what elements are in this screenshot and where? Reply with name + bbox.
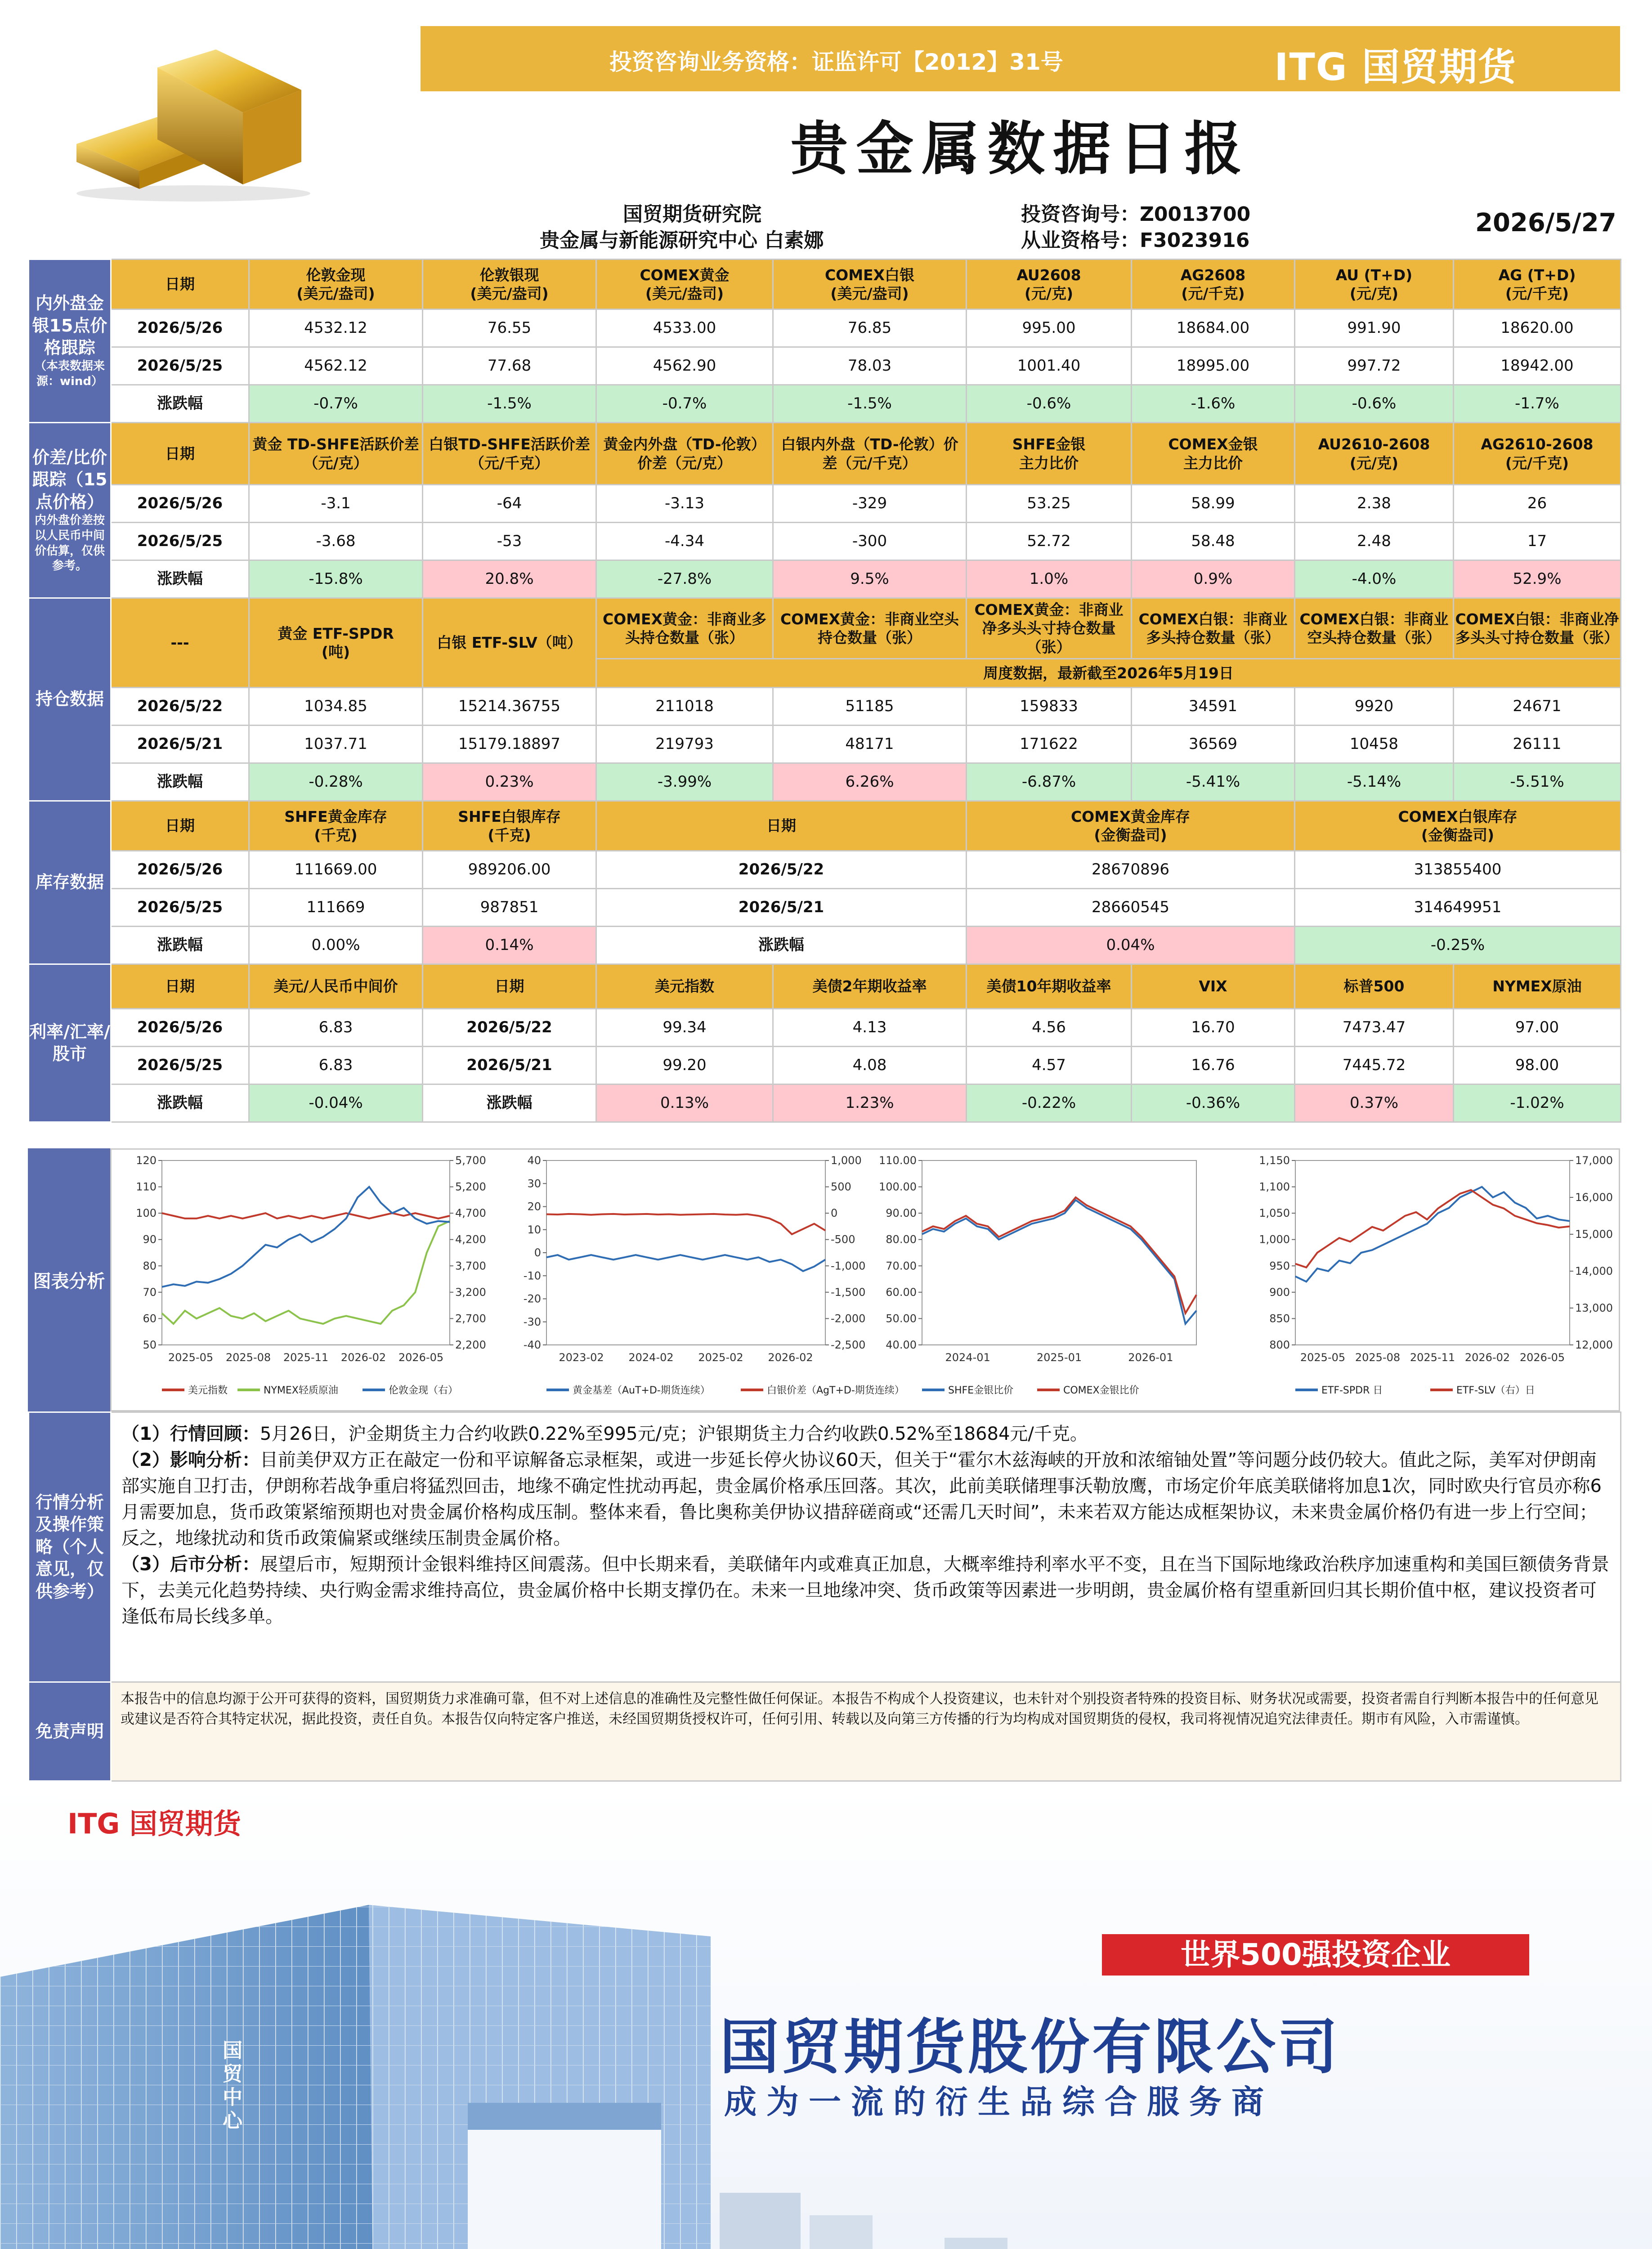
change-cell: -0.7% bbox=[596, 385, 773, 423]
y-right-tick-label: 4,700 bbox=[455, 1207, 486, 1220]
s1-header: 伦敦银现 (美元/盎司) bbox=[423, 260, 596, 309]
table-cell: 211018 bbox=[596, 688, 773, 726]
s3-header: COMEX黄金：非商业空头持仓数量（张） bbox=[773, 598, 967, 659]
s3-header: --- bbox=[111, 598, 249, 688]
table-cell: 51185 bbox=[773, 688, 967, 726]
table-cell: 7473.47 bbox=[1295, 1009, 1454, 1047]
table-cell: 219793 bbox=[596, 726, 773, 763]
section1-note: （本表数据来源：wind） bbox=[34, 359, 105, 389]
s3-header: COMEX黄金：非商业净多头头寸持仓数量（张） bbox=[967, 598, 1132, 659]
table-cell: -53 bbox=[423, 523, 596, 560]
y-left-tick-label: 90 bbox=[143, 1233, 157, 1246]
change-cell: -3.99% bbox=[596, 763, 773, 801]
table-cell: 34591 bbox=[1132, 688, 1295, 726]
change-cell: -1.02% bbox=[1454, 1084, 1621, 1122]
s2-header: COMEX金银 主力比价 bbox=[1132, 423, 1295, 485]
table-cell: 2026/5/22 bbox=[423, 1009, 596, 1047]
table-cell: 24671 bbox=[1454, 688, 1621, 726]
y-left-tick-label: 60 bbox=[143, 1312, 157, 1325]
x-tick-label: 2025-08 bbox=[1355, 1351, 1401, 1364]
chart-etf-holdings bbox=[1248, 1151, 1617, 1408]
s2-header: 白银TD-SHFE活跃价差（元/千克） bbox=[423, 423, 596, 485]
s4-header: COMEX黄金库存 (金衡盎司) bbox=[967, 801, 1295, 851]
table-cell: 111669 bbox=[249, 889, 423, 927]
s5-header: 日期 bbox=[423, 964, 596, 1009]
s3-header: COMEX白银：非商业净多头头寸持仓数量（张） bbox=[1454, 598, 1621, 659]
y-left-tick-label: -30 bbox=[523, 1315, 541, 1328]
table-cell: 4.57 bbox=[967, 1047, 1132, 1084]
y-right-tick-label: 500 bbox=[831, 1180, 851, 1193]
header-bar bbox=[421, 26, 1620, 91]
s4-header: SHFE白银库存 (千克) bbox=[423, 801, 596, 851]
table-cell: 4.13 bbox=[773, 1009, 967, 1047]
y-left-tick-label: 80 bbox=[143, 1259, 157, 1272]
x-tick-label: 2024-02 bbox=[628, 1351, 674, 1364]
y-right-tick-label: 2,700 bbox=[455, 1312, 486, 1325]
s1-header: 日期 bbox=[111, 260, 249, 309]
table-cell: 997.72 bbox=[1295, 347, 1454, 385]
y-left-tick-label: -10 bbox=[523, 1269, 541, 1282]
section4-side: 库存数据 bbox=[29, 801, 111, 964]
data-table bbox=[28, 259, 1621, 1123]
x-tick-label: 2025-05 bbox=[1300, 1351, 1346, 1364]
y-right-tick-label: 15,000 bbox=[1575, 1228, 1613, 1241]
y-right-tick-label: 14,000 bbox=[1575, 1265, 1613, 1277]
table-cell: 9920 bbox=[1295, 688, 1454, 726]
brand-logo: ITG 国贸期货 bbox=[1274, 45, 1517, 89]
x-tick-label: 2025-11 bbox=[1410, 1351, 1455, 1364]
change-cell: -15.8% bbox=[249, 560, 423, 598]
s5-header: 日期 bbox=[111, 964, 249, 1009]
disclaimer-text: 本报告中的信息均源于公开可获得的资料，国贸期货力求准确可靠，但不对上述信息的准确性及完整性做任何保证。本报告不构成个人投资建议，也未针对个别投资者特殊的投资目标、财务状况或需要，投资者需自行判断本报告中的任何意见或建议是否符合其特定状况，据此投资，责任自负。本报告仅向特定客户推送，未经国贸期货授权许可，任何引用、转载以及向第三方传播的行为均构成对国贸期货的侵权，我司将视情况追究法律责任。期市有风险，入市需谨慎。 bbox=[111, 1682, 1621, 1781]
change-cell: -6.87% bbox=[967, 763, 1132, 801]
change-cell: -0.36% bbox=[1132, 1084, 1295, 1122]
s1-header: AU (T+D) (元/克) bbox=[1295, 260, 1454, 309]
x-tick-label: 2026-02 bbox=[768, 1351, 813, 1364]
table-cell: -64 bbox=[423, 485, 596, 523]
s5-header: 美元/人民币中间价 bbox=[249, 964, 423, 1009]
y-left-tick-label: 110.00 bbox=[879, 1154, 917, 1167]
table-cell: 2026/5/22 bbox=[596, 851, 967, 889]
table-cell: 48171 bbox=[773, 726, 967, 763]
s1-header: 伦敦金现 (美元/盎司) bbox=[249, 260, 423, 309]
legend-label: 白银价差（AgT+D-期货连续） bbox=[767, 1385, 904, 1396]
s4-header: 日期 bbox=[596, 801, 967, 851]
y-right-tick-label: 2,200 bbox=[455, 1339, 486, 1351]
table-cell: 58.48 bbox=[1132, 523, 1295, 560]
y-right-tick-label: 5,200 bbox=[455, 1180, 486, 1193]
s1-header: AG (T+D) (元/千克) bbox=[1454, 260, 1621, 309]
table-cell: 18942.00 bbox=[1454, 347, 1621, 385]
change-cell: -0.6% bbox=[1295, 385, 1454, 423]
table-cell: 987851 bbox=[423, 889, 596, 927]
s3-header: COMEX白银：非商业空头持仓数量（张） bbox=[1295, 598, 1454, 659]
change-label: 涨跌幅 bbox=[111, 763, 249, 801]
table-cell: 2026/5/26 bbox=[111, 1009, 249, 1047]
y-left-tick-label: 1,050 bbox=[1259, 1207, 1290, 1220]
y-right-tick-label: 5,700 bbox=[455, 1154, 486, 1167]
x-tick-label: 2025-11 bbox=[283, 1351, 329, 1364]
table-cell: 78.03 bbox=[773, 347, 967, 385]
banner-logo: ITG 国贸期货 bbox=[67, 1807, 241, 1840]
y-left-tick-label: 0 bbox=[534, 1246, 541, 1259]
y-right-tick-label: 3,200 bbox=[455, 1286, 486, 1299]
table-cell: 17 bbox=[1454, 523, 1621, 560]
y-left-tick-label: 70 bbox=[143, 1286, 157, 1299]
dept-author: 贵金属与新能源研究中心 白素娜 bbox=[540, 229, 824, 252]
y-right-tick-label: 0 bbox=[831, 1207, 838, 1220]
table-cell: 2026/5/26 bbox=[111, 851, 249, 889]
change-cell: -0.6% bbox=[967, 385, 1132, 423]
table-cell: 6.83 bbox=[249, 1009, 423, 1047]
table-cell: 99.34 bbox=[596, 1009, 773, 1047]
table-cell: 1034.85 bbox=[249, 688, 423, 726]
change-label: 涨跌幅 bbox=[111, 560, 249, 598]
table-cell: 995.00 bbox=[967, 309, 1132, 347]
table-cell: 36569 bbox=[1132, 726, 1295, 763]
y-left-tick-label: 950 bbox=[1269, 1259, 1290, 1272]
table-cell: -3.68 bbox=[249, 523, 423, 560]
consult-number: 投资咨询号：Z0013700 bbox=[1021, 203, 1251, 226]
change-cell: 6.26% bbox=[773, 763, 967, 801]
section2-note: 内外盘价差按以人民币中间价估算，仅供参考。 bbox=[34, 513, 105, 573]
table-cell: 15214.36755 bbox=[423, 688, 596, 726]
table-cell: 77.68 bbox=[423, 347, 596, 385]
s3-header: 白银 ETF-SLV（吨） bbox=[423, 598, 596, 688]
y-left-tick-label: 110 bbox=[136, 1180, 157, 1193]
legend-label: ETF-SPDR 日 bbox=[1321, 1385, 1383, 1396]
y-left-tick-label: 850 bbox=[1269, 1312, 1290, 1325]
legend-label: SHFE金银比价 bbox=[948, 1385, 1014, 1396]
y-right-tick-label: -2,000 bbox=[831, 1312, 866, 1325]
x-tick-label: 2026-05 bbox=[1519, 1351, 1565, 1364]
s2-header: 日期 bbox=[111, 423, 249, 485]
change-cell: -4.0% bbox=[1295, 560, 1454, 598]
section1-side bbox=[29, 260, 111, 423]
y-left-tick-label: 30 bbox=[527, 1177, 541, 1190]
y-left-tick-label: 50 bbox=[143, 1339, 157, 1351]
change-cell: 1.0% bbox=[967, 560, 1132, 598]
table-cell: 171622 bbox=[967, 726, 1132, 763]
table-cell: 4562.12 bbox=[249, 347, 423, 385]
change-cell: 0.04% bbox=[967, 927, 1295, 964]
change-label: 涨跌幅 bbox=[111, 385, 249, 423]
table-cell: -329 bbox=[773, 485, 967, 523]
s5-header: NYMEX原油 bbox=[1454, 964, 1621, 1009]
x-tick-label: 2025-01 bbox=[1036, 1351, 1082, 1364]
table-cell: 2.38 bbox=[1295, 485, 1454, 523]
s4-header: 日期 bbox=[111, 801, 249, 851]
y-right-tick-label: -2,500 bbox=[831, 1339, 866, 1351]
y-left-tick-label: 40.00 bbox=[886, 1339, 917, 1351]
qualification-number: 从业资格号：F3023916 bbox=[1021, 229, 1250, 252]
s2-header: 黄金 TD-SHFE活跃价差（元/克） bbox=[249, 423, 423, 485]
change-label: 涨跌幅 bbox=[596, 927, 967, 964]
s3-header: COMEX白银：非商业多头持仓数量（张） bbox=[1132, 598, 1295, 659]
table-cell: 989206.00 bbox=[423, 851, 596, 889]
p2-text: 目前美伊双方正在敲定一份和平谅解备忘录框架，或进一步延长停火协议60天，但关于“霍尔木兹海峡的开放和浓缩铀处置”等问题分歧仍较大。值此之际，美军对伊朗南部实施自卫打击，伊朗称若战争重启将猛烈回击，地缘不确定性扰动再起，贵金属价格承压回落。其次，此前美联储理事沃勒放鹰，市场定价年底美联储将加息1次，同时欧央行官员亦称6月需要加息，货币政策紧缩预期也对贵金属价格构成压制。整体来看，鲁比奥称美伊协议措辞磋商或“还需几天时间”，未来若双方能达成框架协议，未来贵金属价格仍有进一步上行空间；反之，地缘扰动和货币政策偏紧或继续压制贵金属价格。 bbox=[121, 1450, 1602, 1549]
table-cell: 1037.71 bbox=[249, 726, 423, 763]
y-left-tick-label: 120 bbox=[136, 1154, 157, 1167]
change-cell: -27.8% bbox=[596, 560, 773, 598]
chart-gold-usd-oil bbox=[115, 1151, 497, 1408]
table-cell: 4562.90 bbox=[596, 347, 773, 385]
table-cell: 314649951 bbox=[1295, 889, 1621, 927]
table-cell: -4.34 bbox=[596, 523, 773, 560]
table-cell: 16.70 bbox=[1132, 1009, 1295, 1047]
y-right-tick-label: 17,000 bbox=[1575, 1154, 1613, 1167]
x-tick-label: 2026-02 bbox=[1464, 1351, 1510, 1364]
table-cell: 10458 bbox=[1295, 726, 1454, 763]
table-cell: 53.25 bbox=[967, 485, 1132, 523]
s1-header: COMEX白银 (美元/盎司) bbox=[773, 260, 967, 309]
y-right-tick-label: 13,000 bbox=[1575, 1302, 1613, 1314]
table-cell: 7445.72 bbox=[1295, 1047, 1454, 1084]
s5-header: 美元指数 bbox=[596, 964, 773, 1009]
analysis-p1 bbox=[121, 1421, 1610, 1447]
weekly-note: 周度数据，最新截至2026年5月19日 bbox=[596, 659, 1621, 688]
change-cell: 52.9% bbox=[1454, 560, 1621, 598]
s5-header: 标普500 bbox=[1295, 964, 1454, 1009]
table-cell: 111669.00 bbox=[249, 851, 423, 889]
legend-label: 伦敦金现（右） bbox=[389, 1385, 458, 1396]
table-cell: 28670896 bbox=[967, 851, 1295, 889]
section2-side bbox=[29, 423, 111, 598]
y-left-tick-label: 1,100 bbox=[1259, 1180, 1290, 1193]
analysis-side: 行情分析及操作策略（个人意见，仅供参考） bbox=[29, 1412, 111, 1682]
y-left-tick-label: 1,150 bbox=[1259, 1154, 1290, 1167]
y-right-tick-label: 1,000 bbox=[831, 1154, 862, 1167]
s2-header: SHFE金银 主力比价 bbox=[967, 423, 1132, 485]
section2-title: 价差/比价跟踪（15点价格） bbox=[32, 447, 107, 512]
y-left-tick-label: -20 bbox=[523, 1292, 541, 1305]
analysis-table bbox=[28, 1411, 1621, 1782]
table-cell: 26 bbox=[1454, 485, 1621, 523]
x-tick-label: 2026-02 bbox=[340, 1351, 386, 1364]
legend-label: COMEX金银比价 bbox=[1063, 1385, 1139, 1396]
p2-label: （2）影响分析： bbox=[121, 1450, 260, 1470]
change-cell: 0.37% bbox=[1295, 1084, 1454, 1122]
org-name: 国贸期货研究院 bbox=[623, 203, 761, 226]
legend-label: ETF-SLV（右）日 bbox=[1456, 1385, 1535, 1396]
table-cell: -3.13 bbox=[596, 485, 773, 523]
section5-side: 利率/汇率/股市 bbox=[29, 964, 111, 1122]
s5-header: 美债2年期收益率 bbox=[773, 964, 967, 1009]
table-cell: 4.56 bbox=[967, 1009, 1132, 1047]
y-left-tick-label: -40 bbox=[523, 1339, 541, 1351]
x-tick-label: 2026-05 bbox=[398, 1351, 444, 1364]
s3-header: COMEX黄金：非商业多头持仓数量（张） bbox=[596, 598, 773, 659]
plot-area bbox=[1295, 1160, 1570, 1345]
table-cell: 2026/5/25 bbox=[111, 347, 249, 385]
s5-header: VIX bbox=[1132, 964, 1295, 1009]
table-cell: -300 bbox=[773, 523, 967, 560]
y-left-tick-label: 800 bbox=[1269, 1339, 1290, 1351]
license-text: 投资咨询业务资格：证监许可【2012】31号 bbox=[609, 49, 1063, 75]
x-tick-label: 2025-05 bbox=[168, 1351, 214, 1364]
charts-side: 图表分析 bbox=[28, 1148, 110, 1411]
change-cell: 0.9% bbox=[1132, 560, 1295, 598]
y-right-tick-label: 12,000 bbox=[1575, 1339, 1613, 1351]
change-cell: -0.7% bbox=[249, 385, 423, 423]
table-cell: 2026/5/21 bbox=[596, 889, 967, 927]
company-banner bbox=[0, 1788, 1652, 2249]
table-cell: 98.00 bbox=[1454, 1047, 1621, 1084]
table-cell: 76.55 bbox=[423, 309, 596, 347]
y-right-tick-label: -1,000 bbox=[831, 1259, 866, 1272]
table-cell: 991.90 bbox=[1295, 309, 1454, 347]
building-sign: 国贸中心 bbox=[219, 2040, 242, 2133]
p1-label: （1）行情回顾： bbox=[121, 1424, 260, 1444]
s1-header: AU2608 (元/克) bbox=[967, 260, 1132, 309]
disclaimer-side: 免责声明 bbox=[29, 1682, 111, 1781]
table-cell: 6.83 bbox=[249, 1047, 423, 1084]
table-cell: 2026/5/25 bbox=[111, 1047, 249, 1084]
s5-header: 美债10年期收益率 bbox=[967, 964, 1132, 1009]
change-cell: -1.5% bbox=[773, 385, 967, 423]
table-cell: 2026/5/21 bbox=[423, 1047, 596, 1084]
analysis-p2 bbox=[121, 1447, 1610, 1551]
table-cell: 52.72 bbox=[967, 523, 1132, 560]
x-tick-label: 2025-08 bbox=[225, 1351, 271, 1364]
table-cell: 2026/5/25 bbox=[111, 889, 249, 927]
y-left-tick-label: 80.00 bbox=[886, 1233, 917, 1246]
s1-header: COMEX黄金 (美元/盎司) bbox=[596, 260, 773, 309]
table-cell: 97.00 bbox=[1454, 1009, 1621, 1047]
table-cell: 16.76 bbox=[1132, 1047, 1295, 1084]
gold-bars-image bbox=[67, 49, 319, 202]
change-cell: 0.14% bbox=[423, 927, 596, 964]
change-cell: -0.22% bbox=[967, 1084, 1132, 1122]
s2-header: AU2610-2608 (元/克) bbox=[1295, 423, 1454, 485]
change-cell: 0.13% bbox=[596, 1084, 773, 1122]
y-left-tick-label: 20 bbox=[527, 1200, 541, 1213]
table-cell: 2026/5/22 bbox=[111, 688, 249, 726]
table-cell: 1001.40 bbox=[967, 347, 1132, 385]
y-left-tick-label: 1,000 bbox=[1259, 1233, 1290, 1246]
table-cell: 4532.12 bbox=[249, 309, 423, 347]
change-cell: -0.28% bbox=[249, 763, 423, 801]
y-left-tick-label: 10 bbox=[527, 1223, 541, 1236]
change-cell: 0.00% bbox=[249, 927, 423, 964]
table-cell: 313855400 bbox=[1295, 851, 1621, 889]
table-cell: 15179.18897 bbox=[423, 726, 596, 763]
p3-label: （3）后市分析： bbox=[121, 1554, 260, 1575]
y-right-tick-label: 4,200 bbox=[455, 1233, 486, 1246]
table-cell: 2.48 bbox=[1295, 523, 1454, 560]
change-cell: -0.04% bbox=[249, 1084, 423, 1122]
s1-header: AG2608 (元/千克) bbox=[1132, 260, 1295, 309]
y-left-tick-label: 60.00 bbox=[886, 1286, 917, 1299]
change-cell: 9.5% bbox=[773, 560, 967, 598]
legend-label: 美元指数 bbox=[188, 1385, 228, 1396]
legend-label: NYMEX轻质原油 bbox=[264, 1385, 338, 1396]
plot-area bbox=[546, 1160, 825, 1345]
change-cell: -1.5% bbox=[423, 385, 596, 423]
x-tick-label: 2026-01 bbox=[1128, 1351, 1173, 1364]
y-left-tick-label: 40 bbox=[527, 1154, 541, 1167]
analysis-text bbox=[111, 1412, 1621, 1682]
s3-header: 黄金 ETF-SPDR (吨) bbox=[249, 598, 423, 688]
table-cell: 159833 bbox=[967, 688, 1132, 726]
table-cell: 76.85 bbox=[773, 309, 967, 347]
change-cell: -1.6% bbox=[1132, 385, 1295, 423]
s4-header: SHFE黄金库存 (千克) bbox=[249, 801, 423, 851]
table-cell: 4533.00 bbox=[596, 309, 773, 347]
table-cell: 18995.00 bbox=[1132, 347, 1295, 385]
y-right-tick-label: -1,500 bbox=[831, 1286, 866, 1299]
table-cell: 2026/5/25 bbox=[111, 523, 249, 560]
legend-label: 黄金基差（AuT+D-期货连续） bbox=[573, 1385, 710, 1396]
table-cell: -3.1 bbox=[249, 485, 423, 523]
banner-tag: 世界500强投资企业 bbox=[1102, 1934, 1529, 1976]
y-left-tick-label: 50.00 bbox=[886, 1312, 917, 1325]
change-cell: -5.41% bbox=[1132, 763, 1295, 801]
analysis-p3 bbox=[121, 1551, 1610, 1630]
table-cell: 58.99 bbox=[1132, 485, 1295, 523]
chart-gold-silver-ratio bbox=[875, 1151, 1244, 1408]
y-left-tick-label: 100 bbox=[136, 1207, 157, 1220]
change-cell: 0.23% bbox=[423, 763, 596, 801]
y-right-tick-label: -500 bbox=[831, 1233, 855, 1246]
p1-text: 5月26日，沪金期货主力合约收跌0.22%至995元/克；沪银期货主力合约收跌0.52%至18684元/千克。 bbox=[260, 1424, 1088, 1444]
table-cell: 99.20 bbox=[596, 1047, 773, 1084]
change-label: 涨跌幅 bbox=[111, 1084, 249, 1122]
s2-header: AG2610-2608 (元/千克) bbox=[1454, 423, 1621, 485]
plot-area bbox=[162, 1160, 450, 1345]
y-right-tick-label: 16,000 bbox=[1575, 1191, 1613, 1204]
change-cell: -5.51% bbox=[1454, 763, 1621, 801]
report-date: 2026/5/27 bbox=[1475, 208, 1616, 237]
change-label: 涨跌幅 bbox=[423, 1084, 596, 1122]
x-tick-label: 2024-01 bbox=[945, 1351, 990, 1364]
table-cell: 2026/5/26 bbox=[111, 309, 249, 347]
section3-side: 持仓数据 bbox=[29, 598, 111, 801]
table-cell: 26111 bbox=[1454, 726, 1621, 763]
table-cell: 28660545 bbox=[967, 889, 1295, 927]
banner-company: 国贸期货股份有限公司 bbox=[720, 2013, 1340, 2082]
s2-header: 白银内外盘（TD-伦敦）价差（元/千克） bbox=[773, 423, 967, 485]
table-cell: 2026/5/26 bbox=[111, 485, 249, 523]
y-left-tick-label: 900 bbox=[1269, 1286, 1290, 1299]
change-label: 涨跌幅 bbox=[111, 927, 249, 964]
change-cell: 20.8% bbox=[423, 560, 596, 598]
change-cell: -1.7% bbox=[1454, 385, 1621, 423]
x-tick-label: 2025-02 bbox=[698, 1351, 743, 1364]
y-left-tick-label: 100.00 bbox=[879, 1180, 917, 1193]
change-cell: 1.23% bbox=[773, 1084, 967, 1122]
x-tick-label: 2023-02 bbox=[559, 1351, 604, 1364]
y-right-tick-label: 3,700 bbox=[455, 1259, 486, 1272]
table-cell: 4.08 bbox=[773, 1047, 967, 1084]
report-title: 贵金属数据日报 bbox=[790, 116, 1250, 183]
table-cell: 18620.00 bbox=[1454, 309, 1621, 347]
p3-text: 展望后市，短期预计金银料维持区间震荡。但中长期来看，美联储年内或难真正加息，大概率维持利率水平不变，且在当下国际地缘政治秩序加速重构和美国巨额债务背景下，去美元化趋势持续、央行购金需求维持高位，贵金属价格中长期支撑仍在。未来一旦地缘冲突、货币政策等因素进一步明朗，贵金属价格有望重新回归其长期价值中枢，建议投资者可逢低布局长线多单。 bbox=[121, 1554, 1609, 1627]
s4-header: COMEX白银库存 (金衡盎司) bbox=[1295, 801, 1621, 851]
change-cell: -5.14% bbox=[1295, 763, 1454, 801]
s2-header: 黄金内外盘（TD-伦敦）价差（元/克） bbox=[596, 423, 773, 485]
section1-title: 内外盘金银15点价格跟踪 bbox=[32, 293, 107, 358]
table-cell: 2026/5/21 bbox=[111, 726, 249, 763]
table-cell: 18684.00 bbox=[1132, 309, 1295, 347]
y-left-tick-label: 90.00 bbox=[886, 1207, 917, 1220]
y-left-tick-label: 70.00 bbox=[886, 1259, 917, 1272]
banner-slogan: 成为一流的衍生品综合服务商 bbox=[724, 2083, 1274, 2121]
change-cell: -0.25% bbox=[1295, 927, 1621, 964]
